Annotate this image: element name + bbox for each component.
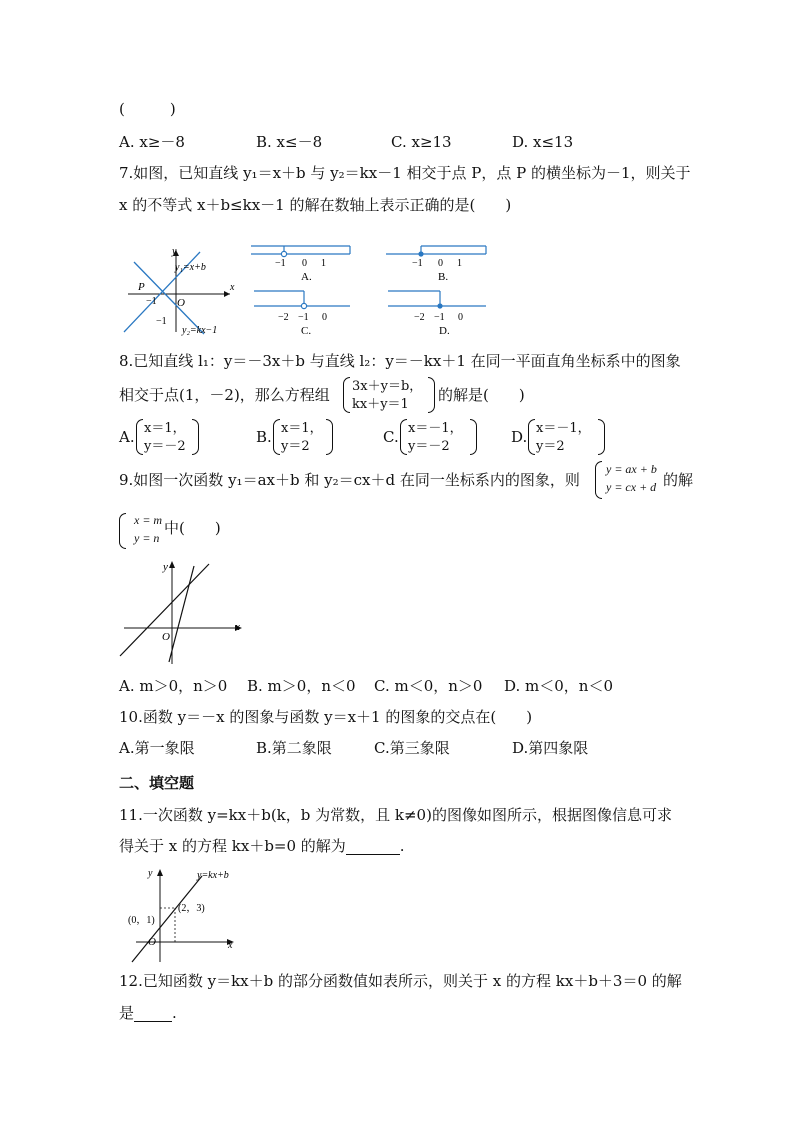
q11-text-line2-body: 得关于 x 的方程 kx＋b=0 的解为 <box>119 837 346 855</box>
svg-text:1: 1 <box>457 258 462 269</box>
q7-figure <box>118 240 498 340</box>
q8-option-c-row1: x＝－1， <box>408 421 463 436</box>
q8-system-row2: kx＋y＝1 <box>352 397 409 412</box>
q12-text-line2 <box>119 1004 177 1022</box>
q8-system-close <box>428 377 435 413</box>
q11-text-line2-end: . <box>399 837 405 855</box>
q9-option-a: A. m＞0，n＞0 <box>119 677 228 695</box>
q9-solution-row1: x = m <box>134 513 163 527</box>
q9-system-row2: y = cx + d <box>606 480 657 494</box>
svg-text:B.: B. <box>438 271 449 283</box>
q9-option-c: C. m＜0，n＞0 <box>374 677 483 695</box>
q8-option-d-brace <box>528 419 535 455</box>
q12-answer-blank[interactable] <box>134 1007 172 1022</box>
numberline-c <box>254 291 350 337</box>
q9-text-line1-post: 的解 <box>663 471 694 489</box>
q6-option-c: C. x≥13 <box>391 133 452 151</box>
q12-text-line2-body: 是 <box>119 1004 135 1022</box>
q8-option-a-brace <box>136 419 143 455</box>
q8-option-d-close <box>598 419 605 455</box>
q10-option-b: B.第二象限 <box>256 739 332 757</box>
q9-option-d: D. m＜0，n＜0 <box>504 677 613 695</box>
q8-option-d-row2: y＝2 <box>536 439 565 454</box>
q11-origin: O <box>148 936 156 948</box>
q8-option-a-close <box>192 419 199 455</box>
q9-solution-brace <box>119 513 126 549</box>
q8-system-brace <box>343 377 350 413</box>
q10-option-d: D.第四象限 <box>512 739 589 757</box>
q7-text-line1: 7.如图，已知直线 y₁＝x＋b 与 y₂＝kx－1 相交于点 P，点 P 的横坐标为－1，则关于 <box>119 164 691 182</box>
q11-point-0-1: (0，1) <box>128 915 155 926</box>
svg-text:1: 1 <box>321 258 326 269</box>
q9-origin: O <box>162 631 170 643</box>
svg-text:−1: −1 <box>434 312 445 323</box>
q11-graph <box>124 864 248 964</box>
numberline-d <box>388 291 486 337</box>
svg-text:−2: −2 <box>278 312 289 323</box>
svg-text:0: 0 <box>302 258 307 269</box>
q9-text-line2-post: 中( ) <box>164 519 221 537</box>
q9-x-axis-label: x <box>235 621 240 633</box>
q12-text-line1: 12.已知函数 y＝kx＋b 的部分函数值如表所示，则关于 x 的方程 kx＋b＋3＝0 的解 <box>119 972 682 990</box>
q9-option-b: B. m＞0，n＜0 <box>247 677 356 695</box>
svg-text:−1: −1 <box>298 312 309 323</box>
q12-text-line2-end: . <box>172 1004 177 1022</box>
q7-y2-label: y₂=kx−1 <box>182 325 218 336</box>
q9-graph <box>116 558 250 666</box>
q8-text-line2-pre: 相交于点(1，－2)，那么方程组 <box>119 386 330 404</box>
q7-origin: O <box>177 297 185 309</box>
q9-system-brace <box>595 461 602 499</box>
svg-text:−1: −1 <box>275 258 286 269</box>
q7-x-axis-label: x <box>230 282 235 293</box>
q9-text-line1: 9.如图一次函数 y₁＝ax＋b 和 y₂＝cx＋d 在同一坐标系内的图象，则 <box>119 471 580 489</box>
q11-text-line1: 11.一次函数 y=kx＋b(k，b 为常数，且 k≠0)的图像如图所示，根据图像信息可求 <box>119 806 672 824</box>
numberline-a <box>251 246 350 283</box>
q8-option-b-row1: x＝1， <box>281 421 323 436</box>
q7-graph <box>124 246 235 336</box>
q6-option-d: D. x≤13 <box>512 133 574 151</box>
q8-option-c-row2: y＝－2 <box>408 439 450 454</box>
q11-y-axis-label: y <box>148 868 153 879</box>
q8-system-row1: 3x＋y＝b， <box>352 379 423 394</box>
q7-y1-label: y₁=x+b <box>175 262 206 273</box>
q11-fn-label: y=kx+b <box>197 870 229 881</box>
q8-option-a-row1: x＝1， <box>144 421 186 436</box>
q8-option-b-label: B. <box>256 428 272 446</box>
q6-answer-paren: ( ) <box>119 100 176 118</box>
svg-text:C.: C. <box>301 325 312 337</box>
q8-option-a-label: A. <box>119 428 135 446</box>
q7-point-p: P <box>138 281 145 293</box>
q9-y-axis-label: y <box>163 561 168 573</box>
q10-option-a: A.第一象限 <box>119 739 195 757</box>
q8-text-line1: 8.已知直线 l₁：y＝－3x＋b 与直线 l₂：y＝－kx＋1 在同一平面直角坐标系中的图象 <box>119 352 681 370</box>
q7-m1-x: −1 <box>146 296 157 307</box>
q8-option-d-label: D. <box>511 428 528 446</box>
q8-option-d-row1: x＝－1， <box>536 421 591 436</box>
svg-text:−2: −2 <box>414 312 425 323</box>
q11-text-line2 <box>119 837 405 855</box>
q8-option-c-label: C. <box>383 428 399 446</box>
svg-text:D.: D. <box>439 325 450 337</box>
q10-option-c: C.第三象限 <box>374 739 450 757</box>
q11-answer-blank[interactable] <box>346 840 400 855</box>
q11-x-axis-label: x <box>228 940 233 951</box>
q8-option-c-brace <box>400 419 407 455</box>
q6-option-b: B. x≤－8 <box>256 133 323 151</box>
q8-option-c-close <box>470 419 477 455</box>
section-heading-fill-in: 二、填空题 <box>119 774 195 792</box>
svg-text:0: 0 <box>458 312 463 323</box>
svg-text:0: 0 <box>438 258 443 269</box>
svg-text:−1: −1 <box>412 258 423 269</box>
q8-text-line2-post: 的解是( ) <box>438 386 525 404</box>
q6-option-a: A. x≥－8 <box>119 133 185 151</box>
q9-solution-row2: y = n <box>134 531 160 545</box>
q9-system-row1: y = ax + b <box>606 462 657 476</box>
q7-text-line2: x 的不等式 x＋b≤kx－1 的解在数轴上表示正确的是( ) <box>119 196 512 214</box>
q10-text-line1: 10.函数 y＝－x 的图象与函数 y＝x＋1 的图象的交点在( ) <box>119 708 533 726</box>
q8-option-a-row2: y＝－2 <box>144 439 186 454</box>
q11-point-2-3: (2，3) <box>178 903 205 914</box>
q8-option-b-row2: y＝2 <box>281 439 310 454</box>
svg-text:0: 0 <box>322 312 327 323</box>
q8-option-b-close <box>326 419 333 455</box>
q7-m1-y: −1 <box>156 316 167 327</box>
q7-y-axis-label: y <box>172 246 177 257</box>
q8-option-b-brace <box>273 419 280 455</box>
svg-text:A.: A. <box>301 271 312 283</box>
numberline-b <box>386 246 486 283</box>
